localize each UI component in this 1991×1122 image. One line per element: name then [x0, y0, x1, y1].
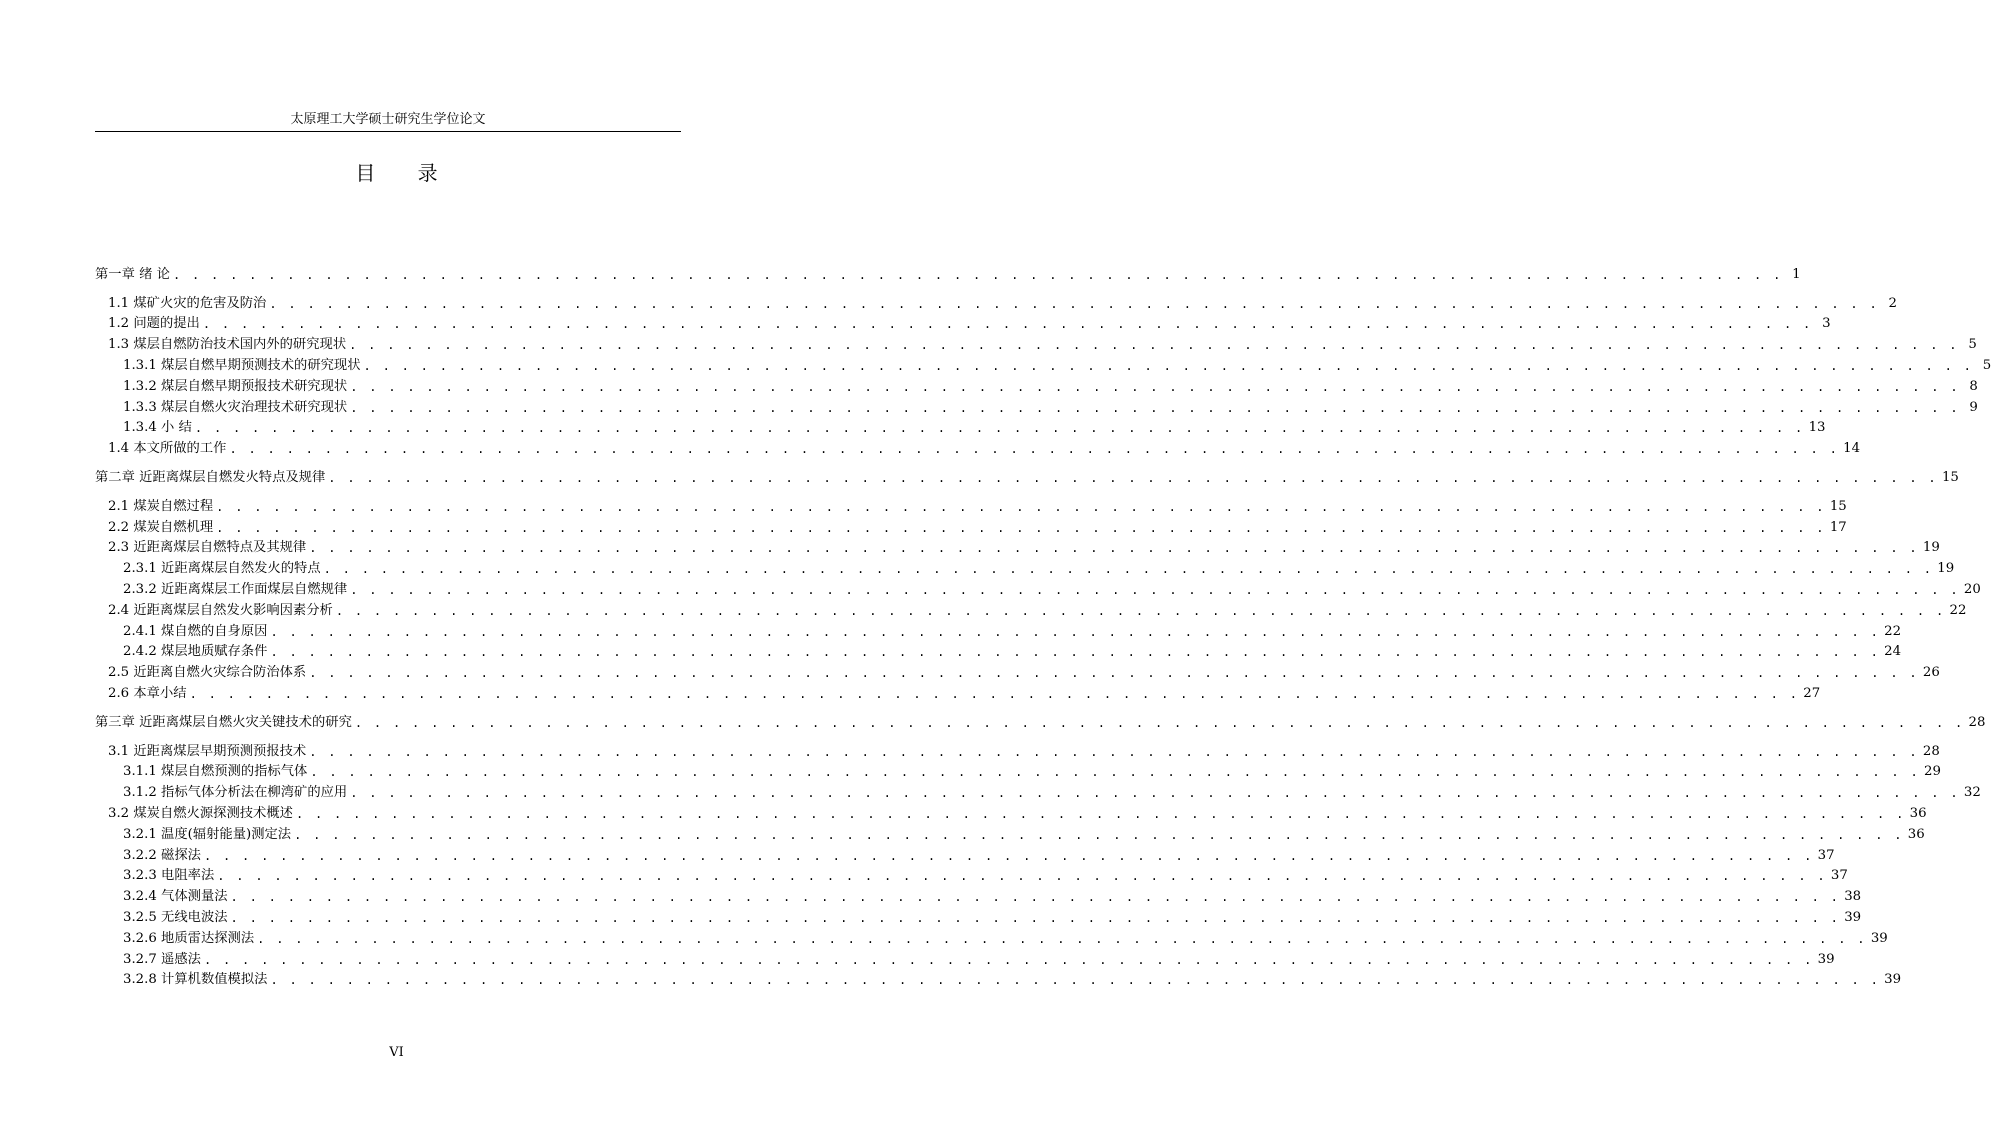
toc-leader-dots: . . . . . . . . . . . . . . . . . . . . . . . . . . . . . . . . . . . . . . . . . . . . . . . . . . . . . . . . . . . . . . . . . . . . . . . . . . . . . . . . . . . . . — [217, 869, 1827, 884]
toc-entry-page: 8 — [1969, 378, 1978, 394]
page-title: 目 录 — [355, 161, 456, 185]
toc-entry-title: 1.3.2 煤层自燃早期预报技术研究现状 — [123, 378, 348, 394]
toc-leader-dots: . . . . . . . . . . . . . . . . . . . . . . . . . . . . . . . . . . . . . . . . . . . . . . . . . . . . . . . . . . . . . . . . . . . . . . . . . . . . . . . . . . . . . — [294, 827, 1904, 842]
toc-entry-title: 第二章 近距离煤层自燃发火特点及规律 — [95, 469, 326, 485]
toc-section-entry[interactable] — [95, 864, 1848, 885]
toc-section-entry[interactable] — [95, 416, 1826, 437]
toc-entry-title: 2.4.1 煤自燃的自身原因 — [123, 623, 268, 639]
toc-chapter-entry[interactable] — [95, 710, 1986, 731]
toc-entry-title: 2.3 近距离煤层自燃特点及其规律 — [108, 540, 307, 556]
toc-leader-dots: . . . . . . . . . . . . . . . . . . . . . . . . . . . . . . . . . . . . . . . . . . . . . . . . . . . . . . . . . . . . . . . . . . . . . . . . . . . . . . . . . . . . . — [216, 520, 1826, 535]
toc-entry-title: 3.1 近距离煤层早期预测预报技术 — [108, 743, 307, 759]
toc-entry-page: 13 — [1808, 420, 1826, 436]
toc-section-entry[interactable] — [95, 395, 1978, 416]
toc-entry-page: 19 — [1937, 561, 1955, 577]
toc-entry-page: 15 — [1941, 469, 1959, 485]
toc-entry-page: 3 — [1822, 316, 1831, 332]
toc-section-entry[interactable] — [95, 739, 1940, 760]
toc-section-entry[interactable] — [95, 291, 1898, 312]
toc-leader-dots: . . . . . . . . . . . . . . . . . . . . . . . . . . . . . . . . . . . . . . . . . . . . . . . . . . . . . . . . . . . . . . . . . . . . . . . . . . . . . . . . . . . . . — [230, 890, 1841, 905]
toc-section-entry[interactable] — [95, 577, 1981, 598]
toc-entry-page: 36 — [1907, 826, 1925, 842]
toc-entry-title: 3.2.8 计算机数值模拟法 — [123, 972, 268, 988]
toc-leader-dots: . . . . . . . . . . . . . . . . . . . . . . . . . . . . . . . . . . . . . . . . . . . . . . . . . . . . . . . . . . . . . . . . . . . . . . . . . . . . . . . . . . . . . — [189, 686, 1800, 701]
toc-entry-page: 37 — [1817, 847, 1835, 863]
toc-leader-dots: . . . . . . . . . . . . . . . . . . . . . . . . . . . . . . . . . . . . . . . . . . . . . . . . . . . . . . . . . . . . . . . . . . . . . . . . . . . . . . . . . . . . . — [309, 744, 1919, 759]
toc-leader-dots: . . . . . . . . . . . . . . . . . . . . . . . . . . . . . . . . . . . . . . . . . . . . . . . . . . . . . . . . . . . . . . . . . . . . . . . . . . . . . . . . . . . . . — [270, 645, 1881, 660]
toc-entry-page: 32 — [1963, 785, 1981, 801]
toc-entry-title: 2.1 煤炭自燃过程 — [108, 498, 214, 514]
toc-entry-page: 5 — [1982, 357, 1991, 373]
toc-entry-title: 1.3.1 煤层自燃早期预测技术的研究现状 — [123, 357, 361, 373]
toc-entry-page: 9 — [1969, 399, 1978, 415]
toc-leader-dots: . . . . . . . . . . . . . . . . . . . . . . . . . . . . . . . . . . . . . . . . . . . . . . . . . . . . . . . . . . . . . . . . . . . . . . . . . . . . . . . . . . . . . — [335, 603, 1946, 618]
toc-entry-page: 26 — [1922, 665, 1940, 681]
toc-leader-dots: . . . . . . . . . . . . . . . . . . . . . . . . . . . . . . . . . . . . . . . . . . . . . . . . . . . . . . . . . . . . . . . . . . . . . . . . . . . . . . . . . . . . . — [309, 541, 1919, 556]
toc-section-entry[interactable] — [95, 494, 1847, 515]
toc-entry-title: 1.3 煤层自燃防治技术国内外的研究现状 — [108, 337, 347, 353]
toc-leader-dots: . . . . . . . . . . . . . . . . . . . . . . . . . . . . . . . . . . . . . . . . . . . . . . . . . . . . . . . . . . . . . . . . . . . . . . . . . . . . . . . . . . . . . — [328, 470, 1938, 485]
toc-entry-page: 24 — [1884, 644, 1902, 660]
toc-entry-page: 39 — [1817, 951, 1835, 967]
toc-section-entry[interactable] — [95, 312, 1831, 333]
toc-entry-page: 39 — [1870, 930, 1888, 946]
table-of-contents — [95, 262, 1991, 988]
toc-entry-title: 2.5 近距离自燃火灾综合防治体系 — [108, 665, 307, 681]
toc-section-entry[interactable] — [95, 660, 1940, 681]
toc-leader-dots: . . . . . . . . . . . . . . . . . . . . . . . . . . . . . . . . . . . . . . . . . . . . . . . . . . . . . . . . . . . . . . . . . . . . . . . . . . . . . . . . . . . . . — [203, 848, 1814, 863]
toc-section-entry[interactable] — [95, 556, 1955, 577]
toc-leader-dots: . . . . . . . . . . . . . . . . . . . . . . . . . . . . . . . . . . . . . . . . . . . . . . . . . . . . . . . . . . . . . . . . . . . . . . . . . . . . . . . . . . . . . — [363, 358, 1974, 373]
toc-section-entry[interactable] — [95, 436, 1861, 457]
toc-entry-title: 1.2 问题的提出 — [108, 316, 200, 332]
toc-entry-page: 20 — [1963, 581, 1981, 597]
toc-leader-dots: . . . . . . . . . . . . . . . . . . . . . . . . . . . . . . . . . . . . . . . . . . . . . . . . . . . . . . . . . . . . . . . . . . . . . . . . . . . . . . . . . . . . . — [323, 562, 1934, 577]
toc-leader-dots: . . . . . . . . . . . . . . . . . . . . . . . . . . . . . . . . . . . . . . . . . . . . . . . . . . . . . . . . . . . . . . . . . . . . . . . . . . . . . . . . . . . . . — [203, 952, 1814, 967]
toc-entry-page: 37 — [1830, 868, 1848, 884]
toc-leader-dots: . . . . . . . . . . . . . . . . . . . . . . . . . . . . . . . . . . . . . . . . . . . . . . . . . . . . . . . . . . . . . . . . . . . . . . . . . . . . . . . . . . . . . — [350, 379, 1960, 394]
toc-leader-dots: . . . . . . . . . . . . . . . . . . . . . . . . . . . . . . . . . . . . . . . . . . . . . . . . . . . . . . . . . . . . . . . . . . . . . . . . . . . . . . . . . . . . . — [269, 296, 1880, 311]
toc-leader-dots: . . . . . . . . . . . . . . . . . . . . . . . . . . . . . . . . . . . . . . . . . . . . . . . . . . . . . . . . . . . . . . . . . . . . . . . . . . . . . . . . . . . . . — [172, 267, 1783, 282]
toc-leader-dots: . . . . . . . . . . . . . . . . . . . . . . . . . . . . . . . . . . . . . . . . . . . . . . . . . . . . . . . . . . . . . . . . . . . . . . . . . . . . . . . . . . . . . — [349, 338, 1959, 353]
page-number: VI — [389, 1045, 404, 1060]
toc-leader-dots: . . . . . . . . . . . . . . . . . . . . . . . . . . . . . . . . . . . . . . . . . . . . . . . . . . . . . . . . . . . . . . . . . . . . . . . . . . . . . . . . . . . . . — [194, 421, 1805, 436]
running-header: 太原理工大学硕士研究生学位论文 — [290, 112, 486, 127]
toc-section-entry[interactable] — [95, 905, 1862, 926]
toc-leader-dots: . . . . . . . . . . . . . . . . . . . . . . . . . . . . . . . . . . . . . . . . . . . . . . . . . . . . . . . . . . . . . . . . . . . . . . . . . . . . . . . . . . . . . — [270, 624, 1881, 639]
toc-section-entry[interactable] — [95, 353, 1991, 374]
toc-entry-title: 3.2.7 遥感法 — [123, 951, 201, 967]
toc-section-entry[interactable] — [95, 843, 1835, 864]
toc-leader-dots: . . . . . . . . . . . . . . . . . . . . . . . . . . . . . . . . . . . . . . . . . . . . . . . . . . . . . . . . . . . . . . . . . . . . . . . . . . . . . . . . . . . . . — [229, 442, 1840, 457]
toc-entry-page: 19 — [1922, 540, 1940, 556]
toc-entry-page: 14 — [1843, 441, 1861, 457]
toc-entry-page: 5 — [1968, 337, 1977, 353]
toc-entry-page: 17 — [1829, 519, 1847, 535]
toc-entry-page: 38 — [1844, 889, 1862, 905]
toc-entry-page: 22 — [1884, 623, 1902, 639]
toc-section-entry[interactable] — [95, 884, 1862, 905]
toc-entry-title: 2.2 煤炭自燃机理 — [108, 519, 214, 535]
toc-leader-dots: . . . . . . . . . . . . . . . . . . . . . . . . . . . . . . . . . . . . . . . . . . . . . . . . . . . . . . . . . . . . . . . . . . . . . . . . . . . . . . . . . . . . . — [350, 786, 1960, 801]
toc-section-entry[interactable] — [95, 760, 1941, 781]
toc-section-entry[interactable] — [95, 822, 1925, 843]
toc-section-entry[interactable] — [95, 515, 1847, 536]
toc-leader-dots: . . . . . . . . . . . . . . . . . . . . . . . . . . . . . . . . . . . . . . . . . . . . . . . . . . . . . . . . . . . . . . . . . . . . . . . . . . . . . . . . . . . . . — [216, 499, 1826, 514]
toc-entry-title: 3.2.1 温度(辐射能量)测定法 — [123, 826, 292, 842]
toc-section-entry[interactable] — [95, 947, 1835, 968]
toc-entry-page: 29 — [1924, 764, 1941, 780]
header-rule — [95, 131, 681, 132]
toc-entry-title: 1.3.4 小 结 — [123, 420, 192, 436]
toc-section-entry[interactable] — [95, 640, 1902, 661]
toc-entry-page: 15 — [1829, 498, 1847, 514]
toc-entry-page: 36 — [1909, 805, 1927, 821]
toc-entry-page: 28 — [1922, 743, 1940, 759]
toc-leader-dots: . . . . . . . . . . . . . . . . . . . . . . . . . . . . . . . . . . . . . . . . . . . . . . . . . . . . . . . . . . . . . . . . . . . . . . . . . . . . . . . . . . . . . — [309, 666, 1919, 681]
toc-section-entry[interactable] — [95, 332, 1977, 353]
toc-entry-title: 2.3.1 近距离煤层自然发火的特点 — [123, 561, 321, 577]
toc-entry-title: 3.1.1 煤层自燃预测的指标气体 — [123, 764, 308, 780]
toc-entry-page: 27 — [1803, 685, 1821, 701]
toc-entry-title: 2.4 近距离煤层自然发火影响因素分析 — [108, 602, 333, 618]
toc-entry-title: 第三章 近距离煤层自燃火灾关键技术的研究 — [95, 714, 352, 730]
toc-leader-dots: . . . . . . . . . . . . . . . . . . . . . . . . . . . . . . . . . . . . . . . . . . . . . . . . . . . . . . . . . . . . . . . . . . . . . . . . . . . . . . . . . . . . . — [202, 317, 1813, 332]
toc-entry-page: 2 — [1888, 295, 1898, 311]
toc-entry-page: 28 — [1968, 714, 1986, 730]
toc-entry-title: 3.2.4 气体测量法 — [123, 889, 228, 905]
toc-leader-dots: . . . . . . . . . . . . . . . . . . . . . . . . . . . . . . . . . . . . . . . . . . . . . . . . . . . . . . . . . . . . . . . . . . . . . . . . . . . . . . . . . . . . . — [270, 973, 1881, 988]
toc-entry-title: 3.2.6 地质雷达探测法 — [123, 930, 255, 946]
toc-entry-title: 1.3.3 煤层自燃火灾治理技术研究现状 — [123, 399, 348, 415]
toc-entry-page: 39 — [1884, 972, 1902, 988]
toc-entry-page: 39 — [1844, 909, 1862, 925]
toc-section-entry[interactable] — [95, 681, 1821, 702]
toc-entry-title: 2.3.2 近距离煤层工作面煤层自燃规律 — [123, 581, 348, 597]
toc-section-entry[interactable] — [95, 968, 1902, 989]
toc-leader-dots: . . . . . . . . . . . . . . . . . . . . . . . . . . . . . . . . . . . . . . . . . . . . . . . . . . . . . . . . . . . . . . . . . . . . . . . . . . . . . . . . . . . . . — [295, 806, 1906, 821]
toc-entry-title: 2.4.2 煤层地质赋存条件 — [123, 644, 268, 660]
toc-entry-title: 3.2.3 电阻率法 — [123, 868, 215, 884]
toc-chapter-entry[interactable] — [95, 465, 1959, 486]
toc-entry-title: 3.1.2 指标气体分析法在柳湾矿的应用 — [123, 785, 348, 801]
toc-entry-page: 1 — [1792, 266, 1801, 282]
toc-entry-page: 22 — [1949, 602, 1967, 618]
toc-section-entry[interactable] — [95, 598, 1967, 619]
toc-leader-dots: . . . . . . . . . . . . . . . . . . . . . . . . . . . . . . . . . . . . . . . . . . . . . . . . . . . . . . . . . . . . . . . . . . . . . . . . . . . . . . . . . . . . . — [354, 715, 1965, 730]
toc-entry-title: 1.4 本文所做的工作 — [108, 441, 227, 457]
toc-section-entry[interactable] — [95, 780, 1981, 801]
toc-leader-dots: . . . . . . . . . . . . . . . . . . . . . . . . . . . . . . . . . . . . . . . . . . . . . . . . . . . . . . . . . . . . . . . . . . . . . . . . . . . . . . . . . . . . . — [230, 910, 1841, 925]
toc-section-entry[interactable] — [95, 619, 1902, 640]
toc-entry-title: 3.2.5 无线电波法 — [123, 909, 228, 925]
toc-section-entry[interactable] — [95, 926, 1888, 947]
toc-section-entry[interactable] — [95, 801, 1927, 822]
toc-chapter-entry[interactable] — [95, 262, 1801, 283]
toc-leader-dots: . . . . . . . . . . . . . . . . . . . . . . . . . . . . . . . . . . . . . . . . . . . . . . . . . . . . . . . . . . . . . . . . . . . . . . . . . . . . . . . . . . . . . — [350, 400, 1960, 415]
toc-entry-title: 1.1 煤矿火灾的危害及防治 — [108, 295, 267, 311]
toc-leader-dots: . . . . . . . . . . . . . . . . . . . . . . . . . . . . . . . . . . . . . . . . . . . . . . . . . . . . . . . . . . . . . . . . . . . . . . . . . . . . . . . . . . . . . — [257, 931, 1867, 946]
toc-section-entry[interactable] — [95, 536, 1940, 557]
toc-entry-title: 3.2.2 磁探法 — [123, 847, 201, 863]
toc-entry-title: 3.2 煤炭自燃火源探测技术概述 — [108, 805, 293, 821]
toc-section-entry[interactable] — [95, 374, 1978, 395]
toc-entry-title: 第一章 绪 论 — [95, 266, 170, 282]
toc-entry-title: 2.6 本章小结 — [108, 685, 187, 701]
toc-leader-dots: . . . . . . . . . . . . . . . . . . . . . . . . . . . . . . . . . . . . . . . . . . . . . . . . . . . . . . . . . . . . . . . . . . . . . . . . . . . . . . . . . . . . . — [350, 582, 1960, 597]
toc-leader-dots: . . . . . . . . . . . . . . . . . . . . . . . . . . . . . . . . . . . . . . . . . . . . . . . . . . . . . . . . . . . . . . . . . . . . . . . . . . . . . . . . . . . . . — [310, 765, 1920, 780]
